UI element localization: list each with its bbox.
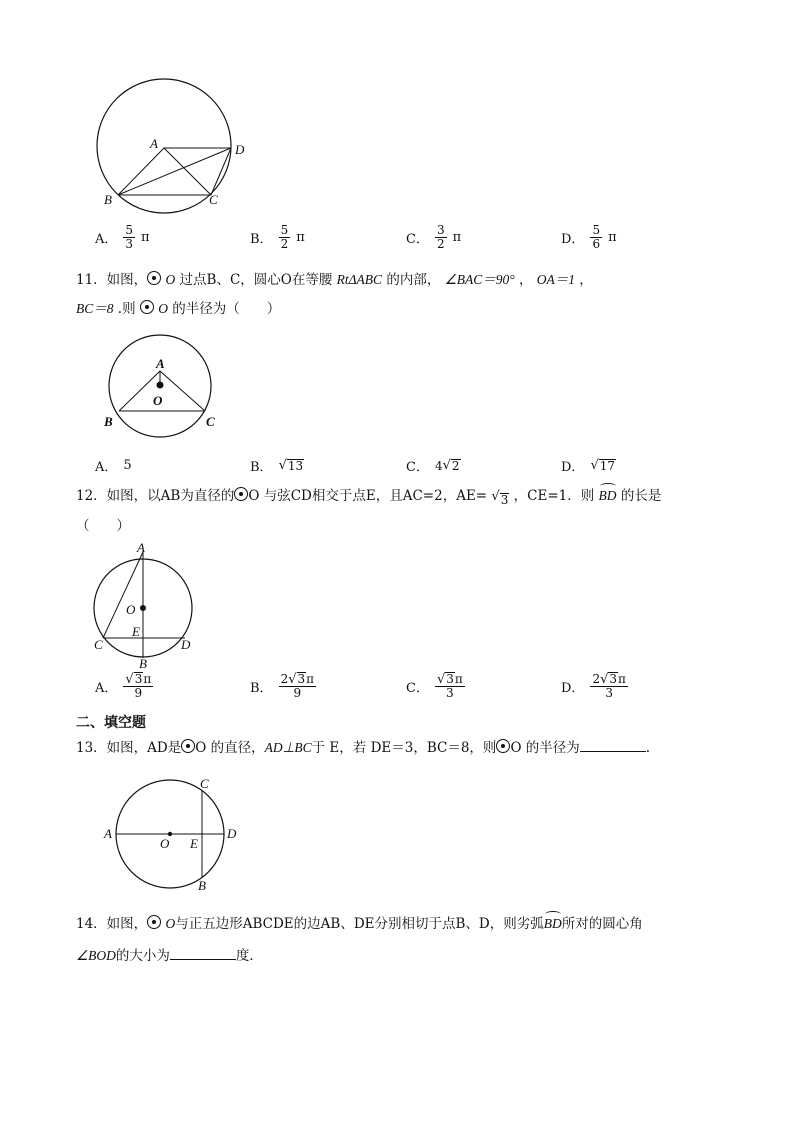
fig12-label-b: B bbox=[139, 656, 147, 671]
circle-dot-icon bbox=[234, 487, 248, 501]
q12-option-b[interactable] bbox=[250, 672, 316, 700]
q10-option-c[interactable] bbox=[406, 224, 461, 251]
sqrt: √ 13 bbox=[278, 458, 304, 473]
fraction: 2 √ 3 π 3 bbox=[592, 672, 626, 700]
answer-blank[interactable] bbox=[170, 945, 236, 960]
option-letter: A． bbox=[95, 680, 118, 696]
q11-option-b[interactable] bbox=[250, 456, 304, 475]
fig12-label-c: C bbox=[94, 637, 103, 652]
fig13-label-e: E bbox=[190, 836, 198, 851]
fig13-label-a: A bbox=[104, 826, 112, 841]
option-letter: D． bbox=[561, 232, 585, 247]
q11-option-d[interactable] bbox=[561, 456, 616, 475]
arc-bd: BD bbox=[599, 486, 617, 506]
q11-option-a[interactable] bbox=[95, 456, 132, 475]
q12-line-1: 12．如图，以AB为直径的 O 与弦CD相交于点E，且AC=2，AE= √ 3 ，CE=1．则 BD 的长是 bbox=[76, 488, 662, 507]
fig10-label-b: B bbox=[104, 192, 112, 207]
pi-symbol: π bbox=[296, 230, 305, 245]
fig11-label-b: B bbox=[104, 414, 113, 429]
q11-option-c[interactable] bbox=[406, 456, 461, 475]
circle-dot-icon bbox=[496, 739, 510, 753]
arc-bd: BD bbox=[544, 914, 562, 934]
option-letter: D． bbox=[561, 460, 585, 475]
pi-symbol: π bbox=[452, 230, 462, 245]
q12-option-a[interactable] bbox=[95, 672, 153, 700]
option-letter: D． bbox=[561, 680, 585, 696]
fig13-label-b: B bbox=[198, 878, 206, 893]
fraction: √ 3 π 3 bbox=[436, 672, 463, 700]
fig12-label-a: A bbox=[137, 540, 145, 555]
option-letter: C． bbox=[406, 460, 429, 475]
fraction: $\frac{3}{2}$ bbox=[436, 223, 445, 251]
fraction: $\frac{5}{3}$ bbox=[125, 223, 134, 251]
circle-dot-icon bbox=[140, 300, 154, 314]
section-title: 二、填空题 bbox=[76, 715, 146, 731]
q12-option-c[interactable] bbox=[406, 672, 465, 700]
option-letter: B． bbox=[250, 460, 273, 475]
fraction: 2 √ 3 π 9 bbox=[280, 672, 315, 700]
q11-line-1: 11．如图， O 过点B、C，圆心O在等腰 RtΔABC 的内部， ∠BAC＝90° ， OA＝1 ， bbox=[76, 272, 593, 288]
option-value: 5 bbox=[123, 458, 132, 473]
circle-dot-icon bbox=[147, 271, 161, 285]
option-letter: C． bbox=[406, 232, 429, 247]
fraction: $\frac{5}{6}$ bbox=[592, 223, 601, 251]
q13-line-1: 13．如图，AD是 O 的直径，AD⊥BC于 E，若 DE＝3，BC＝8，则 O 的半径为 . bbox=[76, 737, 650, 758]
fig13-label-o: O bbox=[160, 836, 170, 851]
fig12-label-o: O bbox=[126, 602, 136, 617]
option-letter: B． bbox=[250, 232, 273, 247]
fig13-label-d: D bbox=[227, 826, 237, 841]
fig13-label-c: C bbox=[200, 776, 209, 791]
figure-q11 bbox=[100, 334, 230, 439]
fig11-label-a: A bbox=[156, 356, 165, 371]
option-letter: B． bbox=[250, 680, 273, 696]
fraction: √ 3 π 9 bbox=[125, 672, 152, 700]
figure-q13 bbox=[100, 772, 250, 894]
circle-dot-icon bbox=[181, 739, 195, 753]
option-letter: C． bbox=[406, 680, 429, 696]
q12-option-d[interactable] bbox=[561, 672, 628, 700]
pi-symbol: π bbox=[608, 230, 617, 245]
pi-symbol: π bbox=[141, 230, 150, 245]
q10-option-d[interactable] bbox=[561, 224, 617, 251]
q14-line-1: 14．如图， O与正五边形ABCDE的边AB、DE分别相切于点B、D，则劣弧BD所对的圆心角 bbox=[76, 916, 643, 932]
option-letter: A． bbox=[95, 460, 118, 475]
sqrt: √ 17 bbox=[590, 458, 616, 473]
fig12-label-e: E bbox=[132, 624, 140, 639]
figure-q12 bbox=[90, 542, 210, 670]
fig11-label-o: O bbox=[153, 393, 163, 408]
circle-dot-icon bbox=[147, 915, 161, 929]
fig11-label-c: C bbox=[206, 414, 215, 429]
q11-line-2: BC＝8 .则 O 的半径为（ ） bbox=[76, 301, 281, 317]
q14-line-2: ∠BOD的大小为 度． bbox=[76, 945, 263, 966]
fig10-label-d: D bbox=[235, 142, 245, 157]
q10-option-a[interactable] bbox=[95, 224, 150, 251]
option-letter: A． bbox=[95, 232, 118, 247]
answer-blank[interactable] bbox=[580, 737, 646, 752]
q10-option-b[interactable] bbox=[250, 224, 305, 251]
figure-q10 bbox=[90, 76, 260, 221]
fraction: $\frac{5}{2}$ bbox=[280, 223, 289, 251]
fig10-label-c: C bbox=[209, 192, 218, 207]
fig10-label-a: A bbox=[150, 136, 158, 151]
sqrt: 4 √ 2 bbox=[434, 458, 460, 473]
q12-line-2: （ ） bbox=[76, 518, 130, 534]
fig12-label-d: D bbox=[181, 637, 191, 652]
